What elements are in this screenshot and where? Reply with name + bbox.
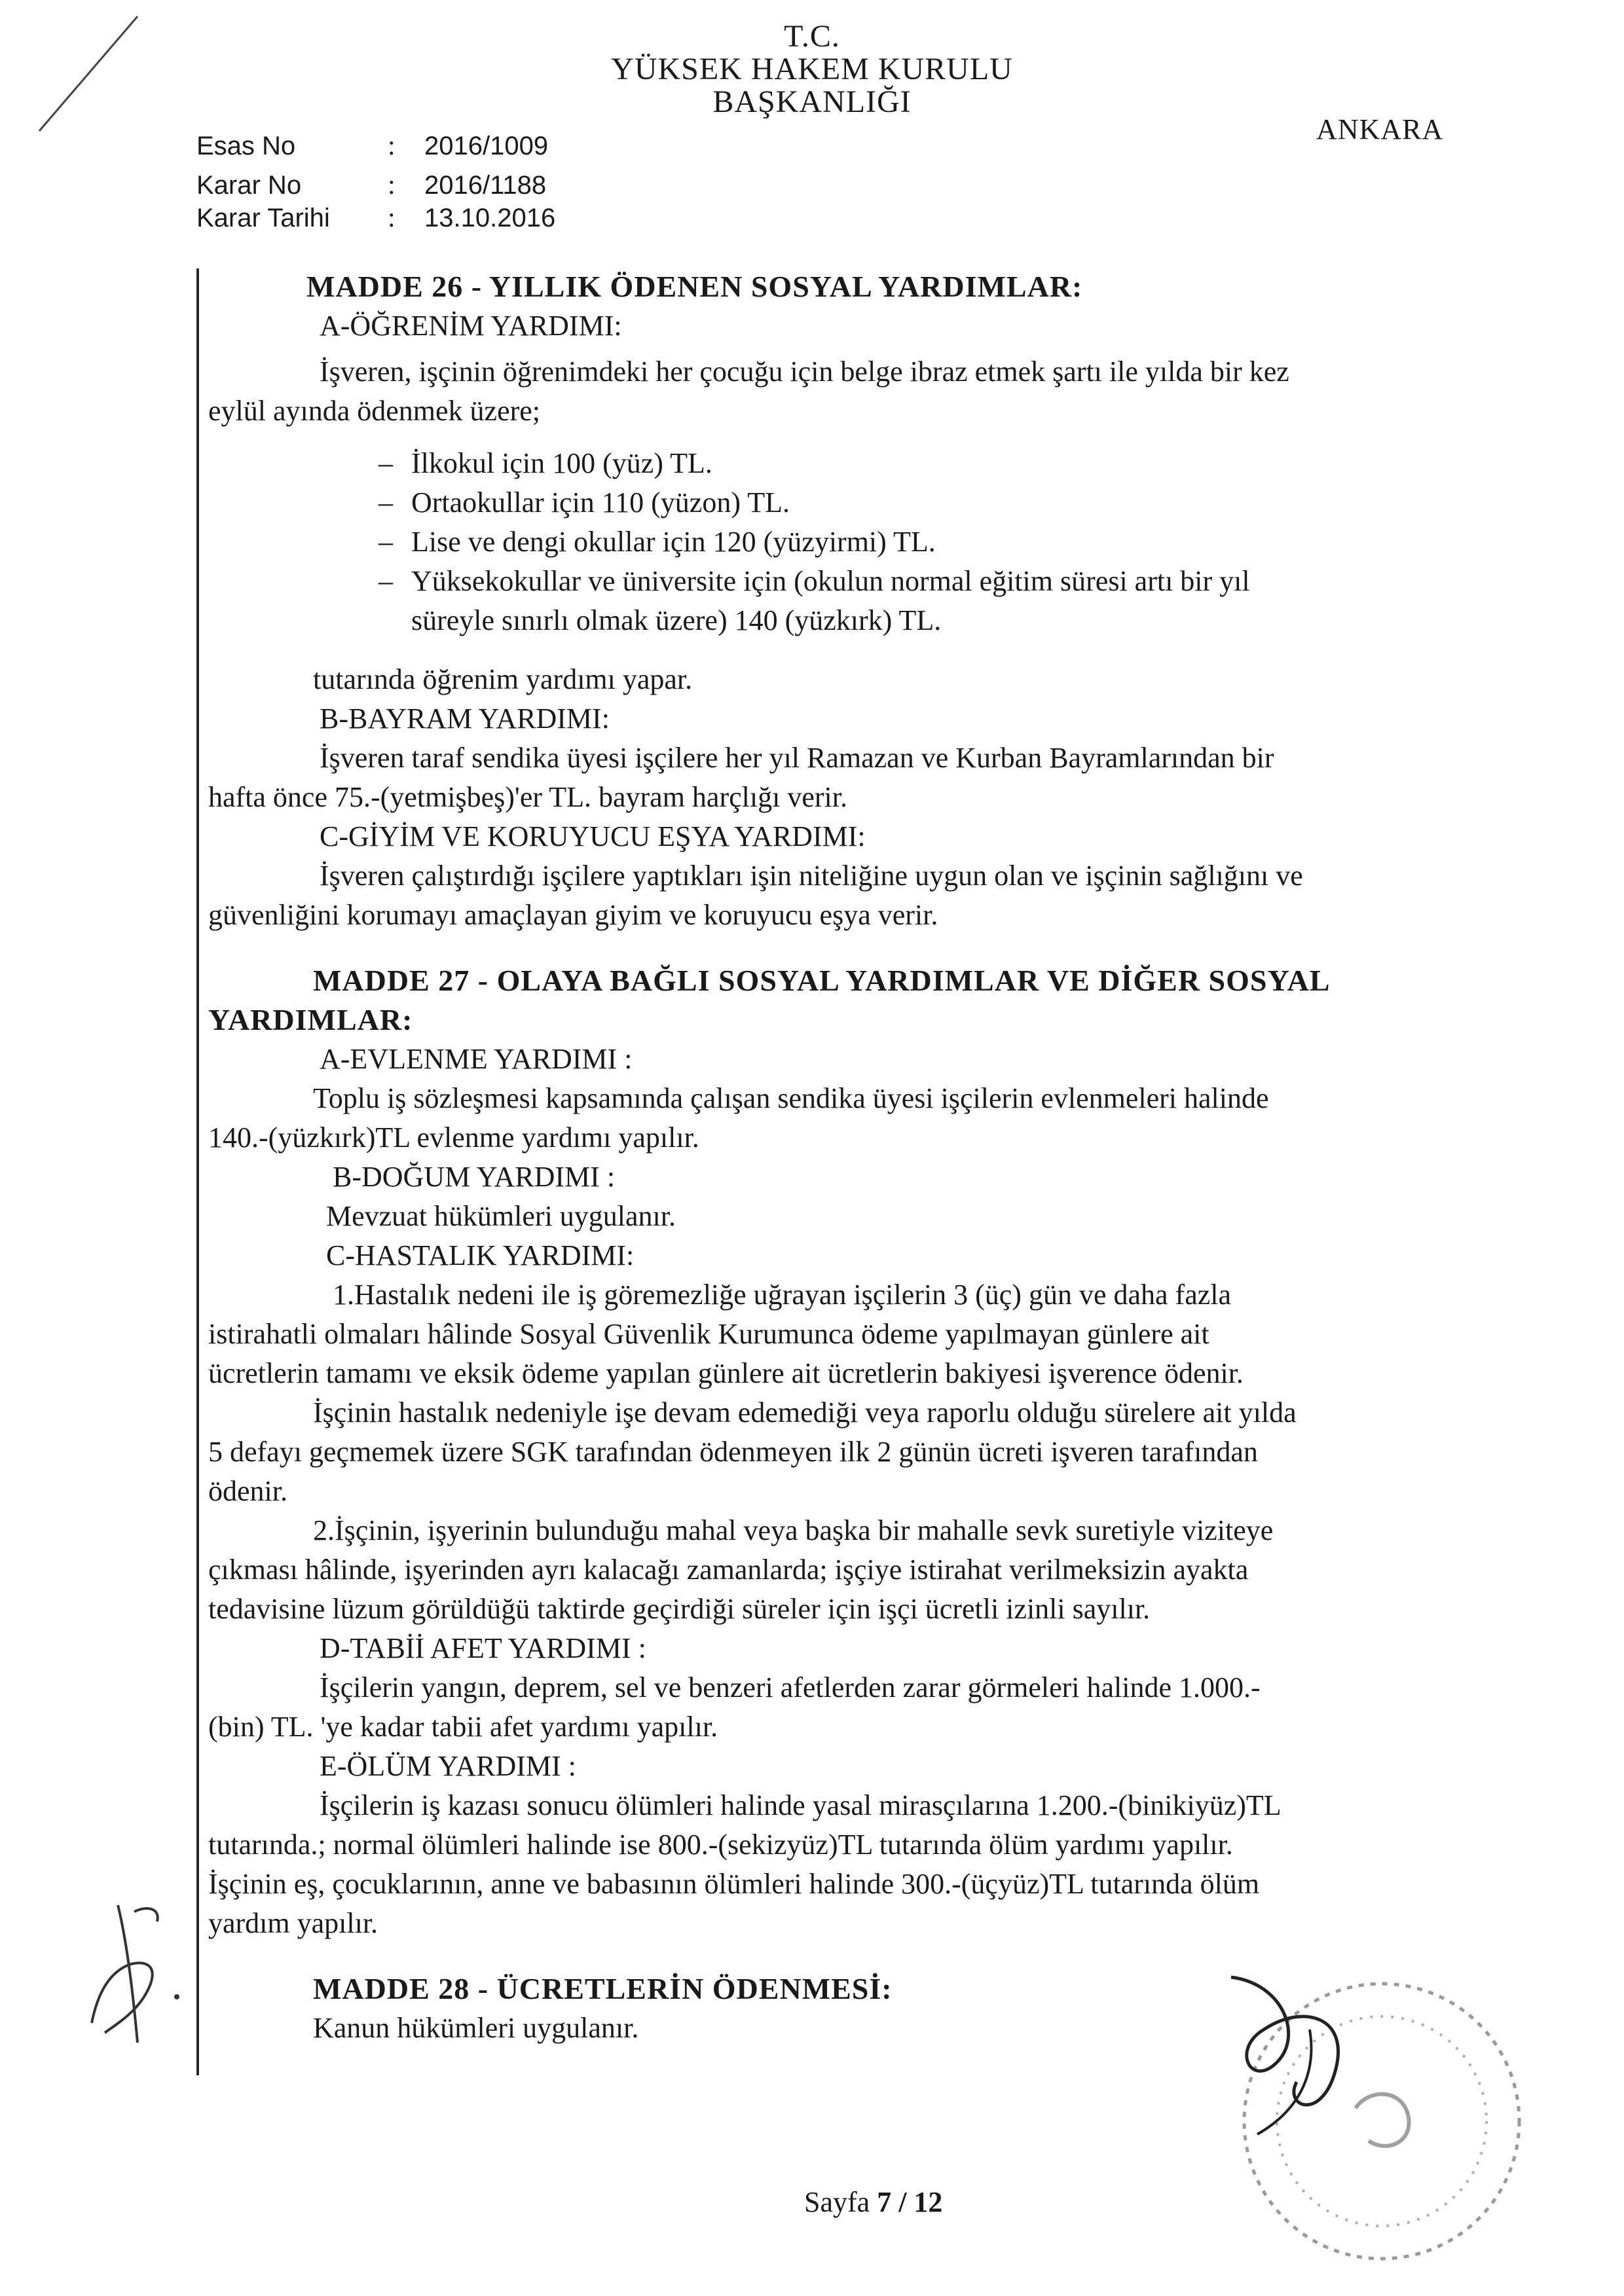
list-dash: – — [378, 565, 393, 597]
page-number — [804, 2185, 942, 2219]
madde-27-title-line1: MADDE 27 - OLAYA BAĞLI SOSYAL YARDIMLAR VE DİĞER SOSYAL — [313, 964, 1331, 997]
tarih-label: Karar Tarihi — [196, 204, 330, 232]
ogrenim-closing: tutarında öğrenim yardımı yapar. — [313, 663, 693, 695]
official-stamp-with-signature — [1205, 1938, 1545, 2278]
esas-value: 2016/1009 — [424, 132, 549, 160]
esas-colon: : — [388, 131, 396, 161]
ogrenim-para-line1-text: İşveren, işçinin öğrenimdeki her çocuğu için belge ibraz etmek şartı ile yılda bir kez — [320, 355, 1289, 388]
olum-line2: tutarında.; normal ölümleri halinde ise 800.-(sekizyüz)TL tutarında ölüm yardımı yapılır. — [208, 1829, 1233, 1861]
ogrenim-para-line2: eylül ayında ödenmek üzere; — [208, 395, 541, 427]
karar-colon: : — [388, 170, 396, 200]
giyim-line1: İşveren çalıştırdığı işçilere yaptıkları işin niteliğine uygun olan ve işçinin sağlığını ve — [320, 860, 1303, 892]
page-label: Sayfa — [804, 2186, 870, 2218]
list-dash: – — [378, 526, 393, 558]
hastalik-line9: tedavisine lüzum görüldüğü taktirde geçirdiği süreler için işçi ücretli izinli sayılır. — [208, 1593, 1151, 1625]
afet-title: D-TABİİ AFET YARDIMI : — [320, 1632, 646, 1664]
evlenme-line1: Toplu iş sözleşmesi kapsamında çalışan sendika üyesi işçilerin evlenmeleri halinde — [313, 1082, 1269, 1114]
list-item-ilkokul: İlkokul için 100 (yüz) TL. — [411, 447, 712, 479]
hastalik-line1: 1.Hastalık nedeni ile iş göremezliğe uğrayan işçilerin 3 (üç) gün ve daha fazla — [333, 1279, 1232, 1311]
list-item-universite-cont: süreyle sınırlı olmak üzere) 140 (yüzkırk) TL. — [411, 604, 942, 636]
evlenme-title: A-EVLENME YARDIMI : — [320, 1043, 633, 1075]
hastalik-line8: çıkması hâlinde, işyerinden ayrı kalacağı zamanlarda; işçiye istirahat verilmeksizin ayakta — [208, 1554, 1249, 1586]
bayram-line2: hafta önce 75.-(yetmişbeş)'er TL. bayram harçlığı verir. — [208, 781, 847, 813]
madde-28-line1: Kanun hükümleri uygulanır. — [313, 2012, 639, 2044]
madde-28-title: MADDE 28 - ÜCRETLERİN ÖDENMESİ: — [313, 1972, 893, 2005]
hastalik-line4: İşçinin hastalık nedeniyle işe devam edemediği veya raporlu olduğu sürelere ait yılda — [313, 1396, 1297, 1429]
hastalik-line6: ödenir. — [208, 1475, 287, 1507]
header-institution: YÜKSEK HAKEM KURULU — [611, 52, 1013, 86]
hastalik-line5: 5 defayı geçmemek üzere SGK tarafından ödenmeyen ilk 2 günün ücreti işveren tarafından — [208, 1436, 1258, 1468]
giyim-title: C-GİYİM VE KORUYUCU EŞYA YARDIMI: — [320, 820, 866, 852]
bayram-line1: İşveren taraf sendika üyesi işçilere her yıl Ramazan ve Kurban Bayramlarından bir — [320, 742, 1274, 774]
margin-bar — [196, 268, 199, 2075]
hastalik-title: C-HASTALIK YARDIMI: — [326, 1239, 635, 1271]
evlenme-line2: 140.-(yüzkırk)TL evlenme yardımı yapılır. — [208, 1121, 699, 1154]
karar-value: 2016/1188 — [424, 171, 547, 200]
header-city: ANKARA — [1316, 113, 1444, 145]
afet-line2: (bin) TL. 'ye kadar tabii afet yardımı yapılır. — [208, 1711, 718, 1743]
olum-line3: İşçinin eş, çocuklarının, anne ve babasının ölümleri halinde 300.-(üçyüz)TL tutarında ölüm — [208, 1868, 1260, 1900]
list-dash: – — [378, 447, 393, 479]
header-department: BAŞKANLIĞI — [712, 84, 912, 119]
afet-line1: İşçilerin yangın, deprem, sel ve benzeri afetlerden zarar görmeleri halinde 1.000.- — [320, 1671, 1261, 1704]
olum-line4: yardım yapılır. — [208, 1907, 378, 1939]
ogrenim-para-line1 — [320, 352, 1456, 392]
olum-title: E-ÖLÜM YARDIMI : — [320, 1750, 576, 1782]
karar-label: Karar No — [196, 171, 302, 200]
madde-26-title: MADDE 26 - YILLIK ÖDENEN SOSYAL YARDIMLAR: — [306, 270, 1083, 303]
dogum-title: B-DOĞUM YARDIMI : — [333, 1161, 616, 1193]
list-item-lise: Lise ve dengi okullar için 120 (yüzyirmi) TL. — [411, 526, 936, 558]
esas-label: Esas No — [196, 132, 296, 160]
list-dash: – — [378, 486, 393, 519]
madde-27-title-line2: YARDIMLAR: — [208, 1003, 413, 1036]
hastalik-line3: ücretlerin tamamı ve eksik ödeme yapılan günlere ait ücretlerin bakiyesi işverence ödenir. — [208, 1357, 1244, 1389]
handwritten-initials — [79, 1892, 196, 2056]
olum-line1: İşçilerin iş kazası sonucu ölümleri halinde yasal mirasçılarına 1.200.-(binikiyüz)TL — [320, 1789, 1282, 1821]
dogum-line1: Mevzuat hükümleri uygulanır. — [326, 1200, 676, 1232]
tarih-value: 13.10.2016 — [424, 204, 556, 232]
bayram-title: B-BAYRAM YARDIMI: — [320, 702, 610, 735]
page-value: 7 / 12 — [877, 2186, 943, 2218]
hastalik-line7: 2.İşçinin, işyerinin bulunduğu mahal veya başka bir mahalle sevk suretiyle viziteye — [313, 1514, 1274, 1546]
ogrenim-title: A-ÖĞRENİM YARDIMI: — [320, 310, 622, 342]
list-item-universite: Yüksekokullar ve üniversite için (okulun normal eğitim süresi artı bir yıl — [411, 565, 1250, 597]
list-item-ortaokul: Ortaokullar için 110 (yüzon) TL. — [411, 486, 790, 519]
giyim-line2: güvenliğini korumayı amaçlayan giyim ve koruyucu eşya verir. — [208, 899, 938, 931]
header-line-tc: T.C. — [784, 19, 840, 54]
tarih-colon: : — [388, 203, 396, 233]
hastalik-line2: istirahatli olmaları hâlinde Sosyal Güvenlik Kurumunca ödeme yapılmayan günlere ait — [208, 1318, 1209, 1350]
